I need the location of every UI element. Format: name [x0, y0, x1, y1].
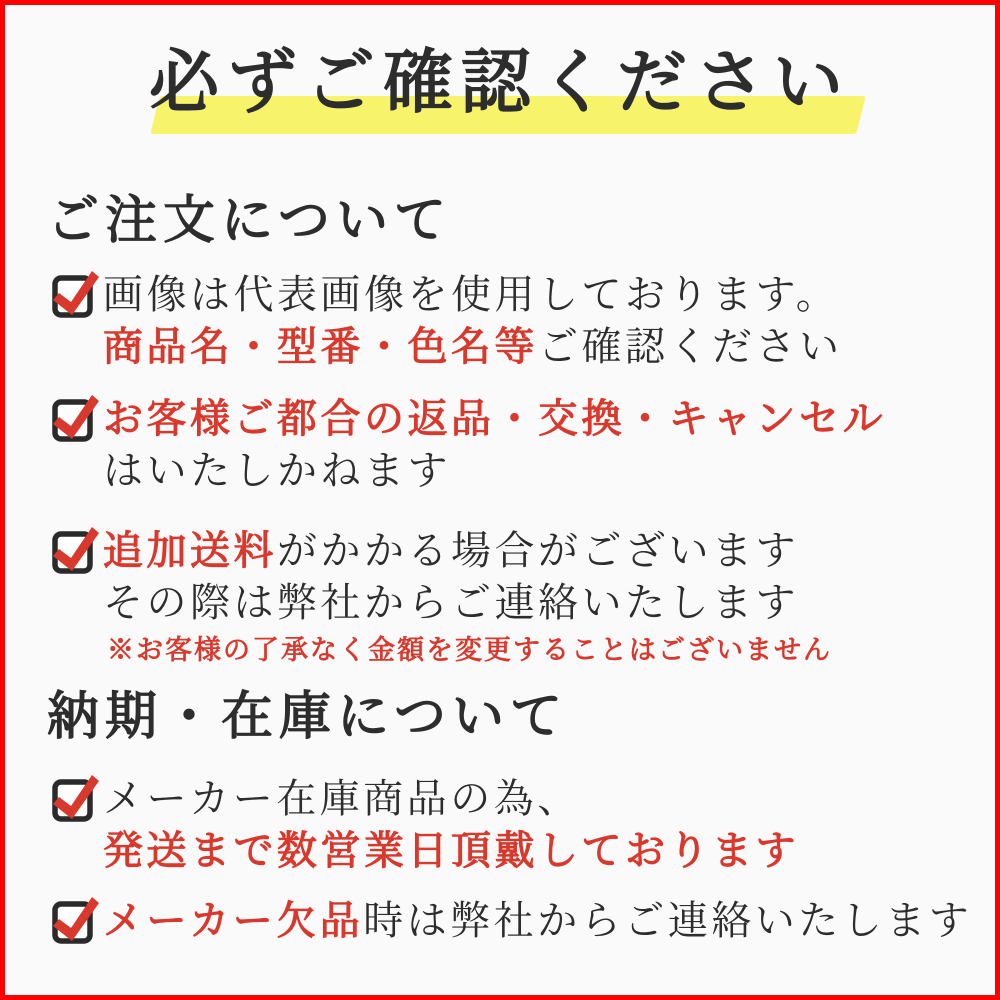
checklist-item-representative-image: [51, 269, 843, 373]
item-line: [103, 525, 832, 577]
title-banner: [5, 5, 995, 155]
item-text-segment: 時は弊社からご連絡いたします: [363, 898, 973, 943]
checklist-item-maker-stock: [51, 773, 799, 877]
item-text-segment-emphasis: メーカー欠品: [103, 898, 364, 943]
item-line: [103, 773, 799, 825]
item-line: [103, 445, 886, 497]
item-text-segment-emphasis: 発送まで数営業日頂戴しております: [103, 828, 799, 873]
page-title: 必ずご確認ください: [149, 45, 851, 122]
item-text-segment-emphasis: お客様ご都合の返品・交換・キャンセル: [103, 396, 886, 441]
checkbox-icon: [51, 773, 101, 823]
item-text: [103, 269, 843, 373]
item-text-segment: メーカー在庫商品の為、: [103, 776, 581, 821]
item-line: [103, 321, 843, 373]
checkbox-icon: [51, 525, 101, 575]
item-text-segment: はいたしかねます: [103, 448, 451, 493]
item-text-segment: がかかる場合がございます: [277, 528, 799, 573]
item-line: [103, 577, 832, 629]
item-text-segment-emphasis: 追加送料: [103, 528, 277, 573]
item-text-segment: 画像は代表画像を使用しております。: [103, 272, 840, 317]
item-line: [103, 825, 799, 877]
item-line: [103, 269, 843, 321]
item-text: [103, 393, 886, 497]
checkbox-icon: [51, 895, 101, 945]
section-heading-stock: 納期・在庫について: [47, 689, 568, 746]
item-text-segment: ご確認ください: [538, 324, 843, 369]
checklist-item-returns: [51, 393, 886, 497]
checkbox-icon: [51, 269, 101, 319]
item-text: [103, 895, 972, 947]
section-heading-order: ご注文について: [47, 193, 452, 250]
item-text: [103, 525, 832, 667]
item-line: [103, 895, 972, 947]
item-text-segment: その際は弊社からご連絡いたします: [103, 580, 799, 625]
checklist-item-extra-shipping: [51, 525, 832, 667]
checkbox-icon: [51, 393, 101, 443]
item-line: [103, 393, 886, 445]
item-text-segment-emphasis: 商品名・型番・色名等: [103, 324, 538, 369]
item-note: ※お客様の了承なく金額を変更することはございません: [107, 635, 832, 665]
checklist-item-maker-shortage: [51, 895, 972, 947]
item-text: [103, 773, 799, 877]
